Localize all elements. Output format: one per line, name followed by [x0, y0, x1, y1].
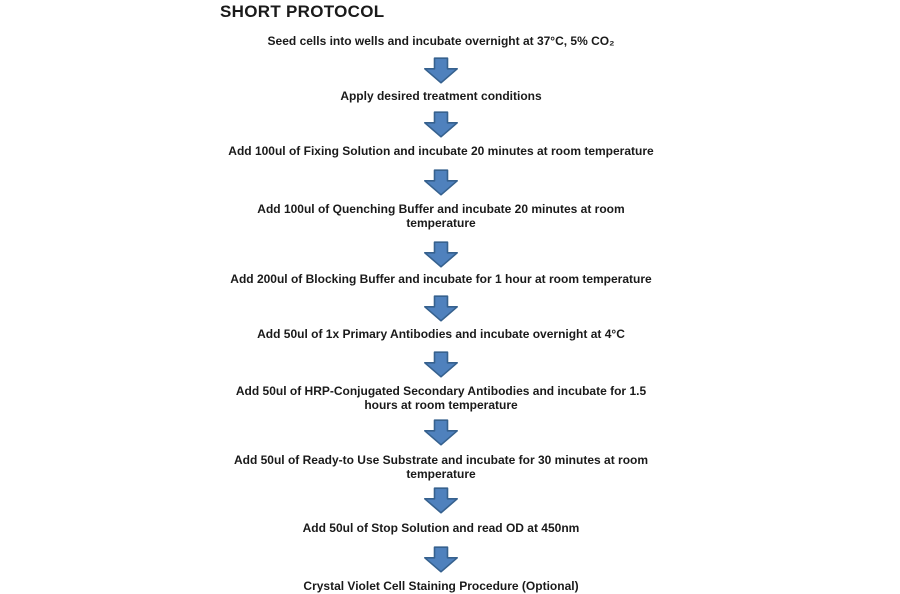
step-text: Add 100ul of Fixing Solution and incubate 20 minutes at room temperature [228, 144, 654, 158]
protocol-step-1 [0, 34, 882, 48]
step-text: Add 50ul of Stop Solution and read OD at 450nm [302, 521, 580, 535]
step-text: Seed cells into wells and incubate overnight at 37°C, 5% CO₂ [267, 34, 615, 48]
down-arrow-icon [423, 241, 459, 268]
down-arrow-icon [423, 169, 459, 196]
step-text: Add 50ul of HRP-Conjugated Secondary Antibodies and incubate for 1.5 [235, 384, 647, 398]
protocol-step-5 [0, 272, 882, 286]
down-arrow-icon [423, 111, 459, 138]
down-arrow-icon [423, 295, 459, 322]
protocol-step-3 [0, 144, 882, 158]
down-arrow-icon [423, 57, 459, 84]
step-text: Add 200ul of Blocking Buffer and incubate for 1 hour at room temperature [230, 272, 652, 286]
protocol-step-7 [0, 384, 882, 412]
protocol-step-2 [0, 89, 882, 103]
step-text: temperature [406, 467, 476, 481]
down-arrow-icon [423, 487, 459, 514]
protocol-step-9 [0, 521, 882, 535]
step-text: Apply desired treatment conditions [340, 89, 542, 103]
down-arrow-icon [423, 546, 459, 573]
step-text: hours at room temperature [364, 398, 518, 412]
protocol-step-6 [0, 327, 882, 341]
protocol-step-8 [0, 453, 882, 481]
down-arrow-icon [423, 351, 459, 378]
page-title: SHORT PROTOCOL [220, 2, 385, 21]
step-text: Add 100ul of Quenching Buffer and incubate 20 minutes at room [257, 202, 625, 216]
protocol-step-4 [0, 202, 882, 230]
step-text: temperature [406, 216, 476, 230]
step-text: Crystal Violet Cell Staining Procedure (Optional) [303, 579, 579, 593]
step-text: Add 50ul of 1x Primary Antibodies and incubate overnight at 4°C [257, 327, 625, 341]
step-text: Add 50ul of Ready-to Use Substrate and incubate for 30 minutes at room [233, 453, 649, 467]
down-arrow-icon [423, 419, 459, 446]
protocol-step-10 [0, 579, 882, 593]
